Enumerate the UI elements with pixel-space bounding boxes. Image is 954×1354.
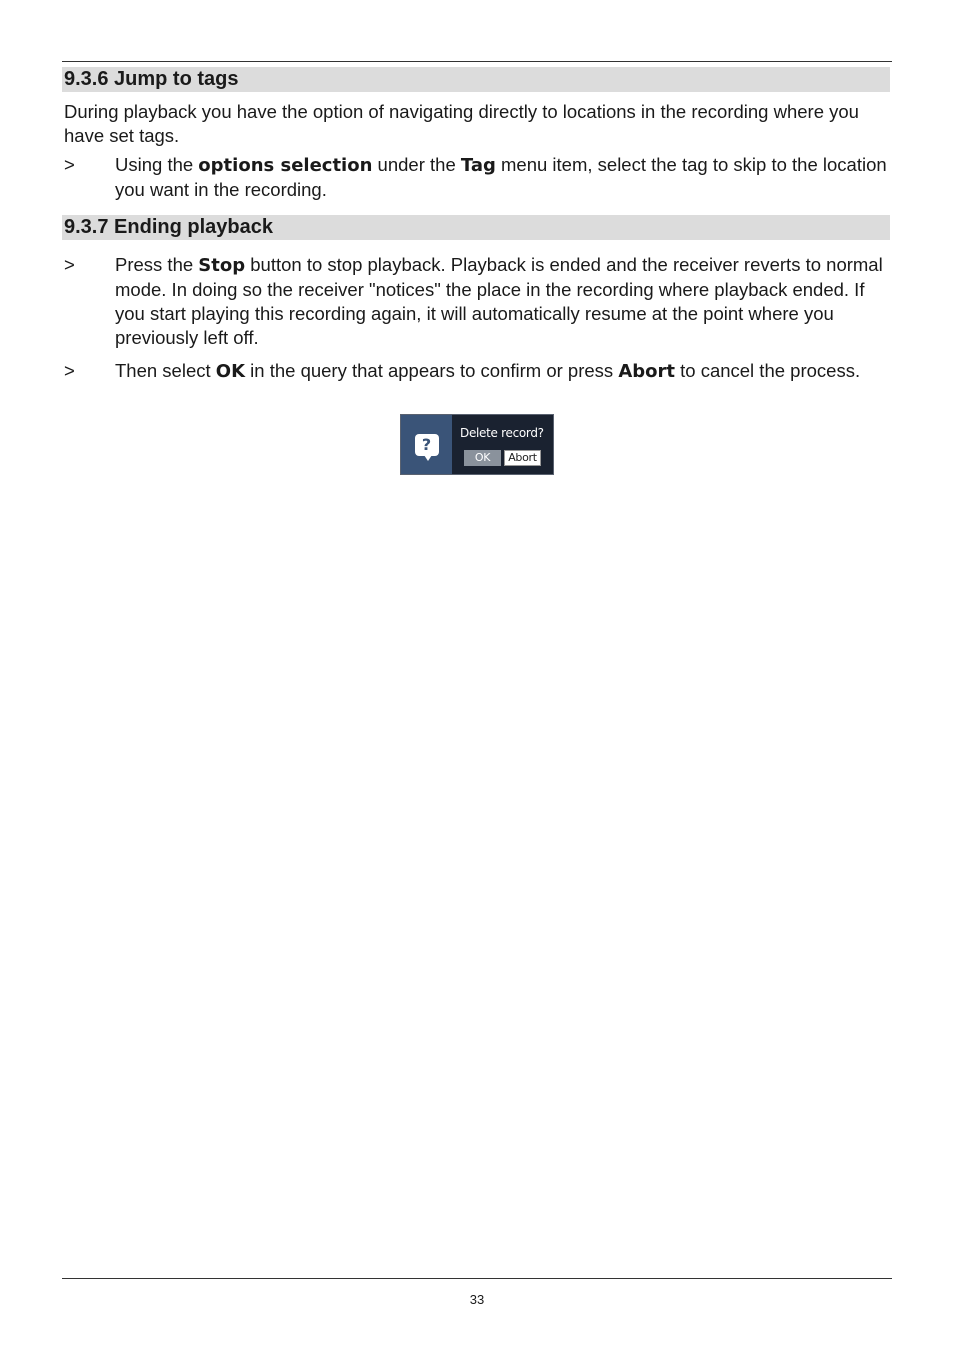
delete-record-dialog — [400, 414, 554, 475]
section-heading-jump-to-tags: 9.3.6 Jump to tags — [62, 67, 890, 92]
question-bubble-icon: ? — [415, 434, 439, 456]
list-item-stop — [64, 253, 890, 350]
list-item-ok-abort — [64, 359, 890, 384]
bullet-text: Then select OK in the query that appears to confirm or press Abort to cancel the process. — [115, 360, 861, 382]
dialog-body — [452, 415, 553, 474]
bullet-text: Using the options selection under the Tag menu item, select the tag to skip to the location you want in the recording. — [115, 154, 887, 200]
dialog-title: Delete record? — [460, 426, 544, 440]
section-heading-ending-playback: 9.3.7 Ending playback — [62, 215, 890, 240]
dialog-icon-pane — [401, 415, 452, 474]
abort-button[interactable]: Abort — [504, 450, 541, 466]
keyword-abort: Abort — [618, 361, 675, 382]
list-item-options-selection — [64, 153, 890, 202]
keyword-tag: Tag — [460, 155, 496, 176]
ok-button[interactable]: OK — [464, 450, 501, 466]
intro-paragraph: During playback you have the option of navigating directly to locations in the recording where you have set tags. — [64, 101, 859, 146]
top-rule — [62, 61, 892, 62]
bullet-marker: > — [64, 154, 75, 175]
bullet-text: Press the Stop button to stop playback. Playback is ended and the receiver reverts to normal mode. In doing so the receiver "notices" the place in the recording where playback ended. If you start playing this recording again, it will automatically resume at the point where you previously left off. — [115, 254, 883, 348]
keyword-stop: Stop — [198, 255, 246, 276]
keyword-options-selection: options selection — [198, 155, 373, 176]
bullet-marker: > — [64, 254, 75, 275]
keyword-ok: OK — [215, 361, 246, 382]
bullet-marker: > — [64, 360, 75, 381]
page-number: 33 — [469, 1292, 485, 1307]
bottom-rule — [62, 1278, 892, 1279]
